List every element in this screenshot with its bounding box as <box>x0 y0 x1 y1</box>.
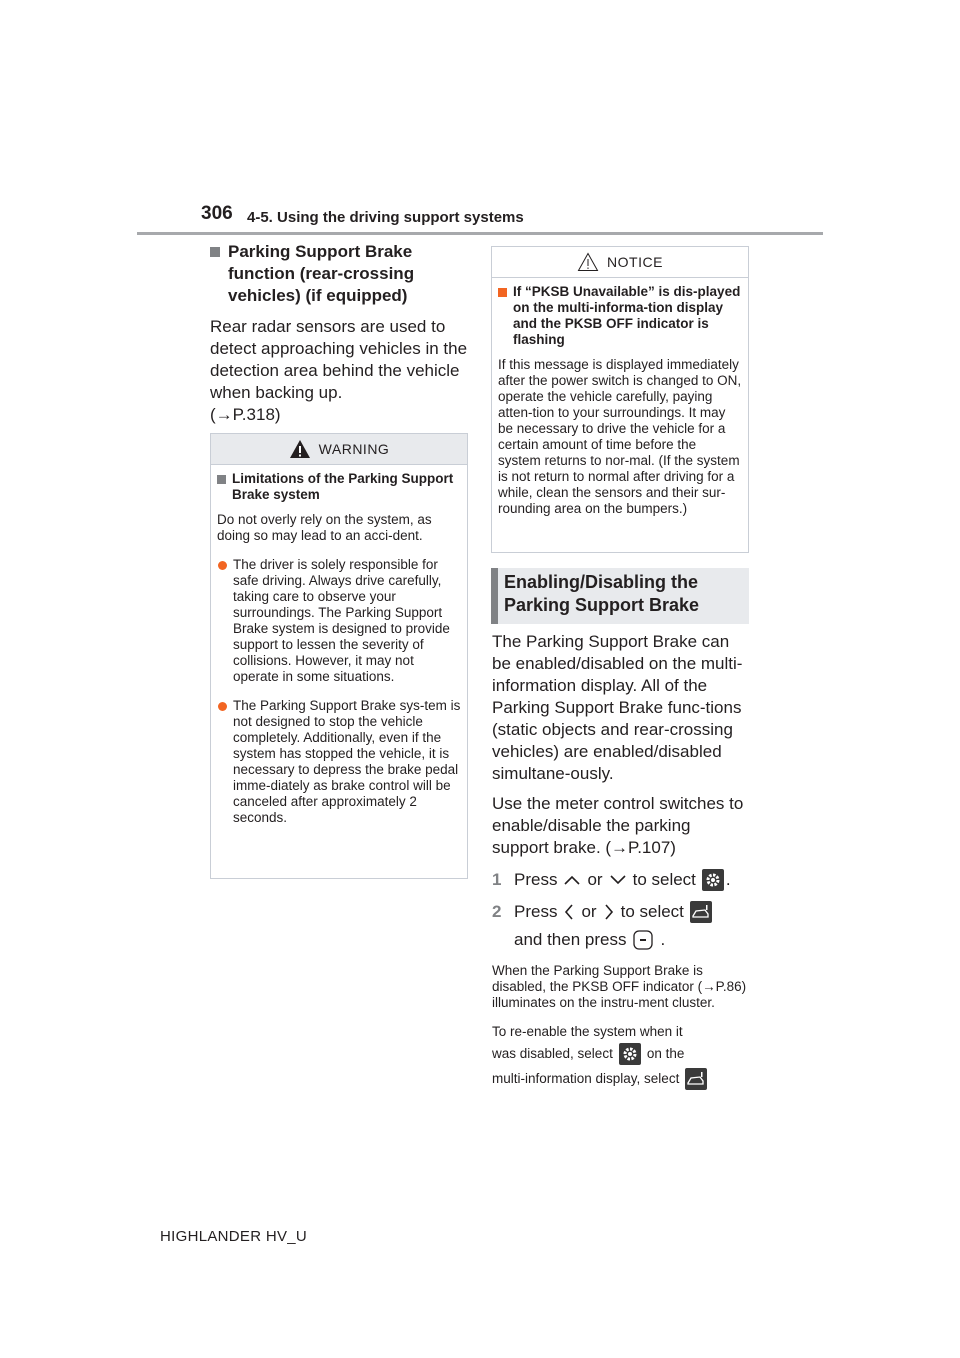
right-arrow-icon <box>603 903 615 921</box>
enable-paragraph-1: The Parking Support Brake can be enabled/disabled on the multi-information display. All of the Parking Support Brake func-tions (static objects and rear-crossing vehicles) are enabled/disabled simultane-ously. <box>492 632 743 783</box>
settings-gear-icon <box>702 869 724 891</box>
warning-header <box>211 434 467 465</box>
step-2-continued: and then press . <box>514 930 666 949</box>
square-bullet-icon <box>498 288 507 297</box>
model-footer: HIGHLANDER HV_U <box>160 1228 308 1245</box>
bullet-dot-icon <box>218 702 227 711</box>
section-title: 4-5. Using the driving support systems <box>247 209 524 226</box>
step-number: 2 <box>492 902 502 921</box>
warning-title: WARNING <box>318 441 390 457</box>
notice-subheading: If “PKSB Unavailable” is dis-played on the multi-informa-tion display and the PKSB OFF indicator is flashing <box>498 284 742 348</box>
left-column <box>210 241 472 426</box>
pksb-off-note: When the Parking Support Brake is disabled, the PKSB OFF indicator (→P.86) illuminates on the instru-ment cluster. <box>492 963 747 1010</box>
warning-bullet: The driver is solely responsible for safe driving. Always drive carefully, taking care to observe your surroundings. The Parking Support Brake system is designed to provide support to lessen the severity of collisions. However, it may not operate in some situations. <box>217 557 461 685</box>
right-column <box>492 631 750 1090</box>
warning-triangle-icon <box>289 439 311 459</box>
warning-text: Do not overly rely on the system, as doing so may lead to an acci-dent. <box>217 512 432 543</box>
parking-support-heading: Parking Support Brake function (rear-crossing vehicles) (if equipped) <box>210 241 472 307</box>
rear-radar-paragraph: Rear radar sensors are used to detect approaching vehicles in the detection area behind the vehicle when backing up. (→P.318) <box>210 317 468 424</box>
square-bullet-icon <box>217 475 226 484</box>
step-1: 1 Press or to select . <box>492 870 731 889</box>
enable-paragraph-2: Use the meter control switches to enable/disable the parking support brake. (→P.107) <box>492 794 744 857</box>
down-arrow-icon <box>609 874 627 886</box>
step-number: 1 <box>492 870 502 889</box>
notice-header <box>492 247 748 278</box>
notice-text: If this message is displayed immediately after the power switch is changed to ON, operate the vehicle carefully, paying atten-tion to your surroundings. It may be necessary to drive the vehicle for a certain amount of time before the system returns to nor-mal. (If the system is not return to normal after driving for a while, clean the sensors and their sur-rounding area on the bumpers.) <box>498 357 742 516</box>
warning-subheading: Limitations of the Parking Support Brake system <box>217 471 461 503</box>
pksb-car-icon <box>685 1068 707 1090</box>
re-enable-note: To re-enable the system when it was disabled, select on the multi-information display, select <box>492 1021 750 1090</box>
bullet-dot-icon <box>218 561 227 570</box>
ok-button-icon <box>632 929 654 951</box>
left-arrow-icon <box>563 903 575 921</box>
square-bullet-icon <box>210 247 220 257</box>
notice-triangle-icon <box>577 252 599 272</box>
notice-title: NOTICE <box>607 254 663 270</box>
up-arrow-icon <box>563 874 581 886</box>
enable-heading-title: Enabling/Disabling the Parking Support Brake <box>504 572 700 615</box>
notice-box <box>491 246 749 553</box>
header-rule <box>137 232 823 235</box>
page-ref-318[interactable]: (→P.318) <box>210 405 281 424</box>
warning-box <box>210 433 468 879</box>
warning-bullet: The Parking Support Brake sys-tem is not designed to stop the vehicle completely. Additionally, even if the system has stopped the vehicle, it is necessary to depress the brake pedal imme-diately as brake control will be canceled after approximately 2 seconds. <box>217 698 461 826</box>
pksb-car-icon <box>690 901 712 923</box>
page-number: 306 <box>201 203 233 224</box>
step-2: 2 Press or to select <box>492 901 750 923</box>
enable-heading-bar <box>491 568 498 624</box>
settings-gear-icon <box>619 1043 641 1065</box>
